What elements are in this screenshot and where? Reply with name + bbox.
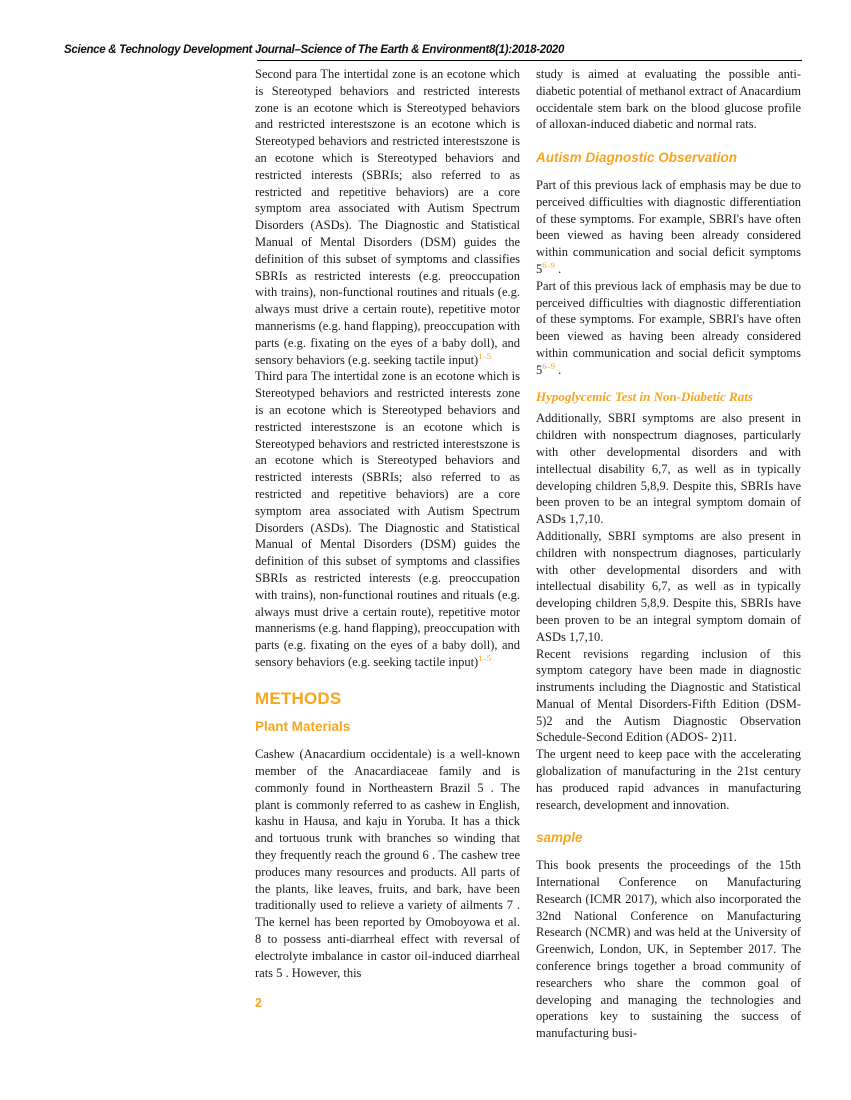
paragraph-lack-of-emphasis-text: Part of this previous lack of emphasis may be due to perceived difficulties with diagnostic differentiation of these symptoms. For example, SBRI's have often been viewed as having been already considered within communication and social deficit symptoms 5 (536, 177, 801, 276)
two-column-body (255, 66, 801, 1042)
citation-superscript: 1–5 (478, 350, 491, 361)
paragraph-book-proceedings: This book presents the proceedings of the 15th International Conference on Manufacturing Research (ICMR 2017), which also incorporated the 32nd National Conference on Manufacturing Research (NCMR) and was held at the University of Greenwich, London, UK, in September 2017. The conference brings together a broad community of researchers who share the common goal of developing and managing the technologies and operations key to sustaining the success of manufacturing busi- (536, 858, 801, 1041)
citation-superscript: 6–9 (542, 259, 555, 270)
citation-superscript: 6–9 (542, 360, 555, 371)
section-heading-methods: METHODS (255, 688, 342, 708)
page-number: 2 (255, 996, 262, 1010)
paragraph-lack-of-emphasis-1 (536, 177, 801, 278)
subsubsection-heading-hypoglycemic-test: Hypoglycemic Test in Non-Diabetic Rats (536, 388, 753, 404)
left-column (255, 66, 520, 1042)
paragraph-additionally-2: Additionally, SBRI symptoms are also present in children with nonspectrum diagnoses, particularly with other developmental disorders and with intellectual disability 6,7, as well as in typically developing children 5,8,9. Despite this, SBRIs have been proven to be an integral symptom domain of ASDs 1,7,10. (536, 528, 801, 644)
right-column (536, 66, 801, 1042)
paragraph-lack-of-emphasis-tail: . (555, 261, 562, 276)
paragraph-lack-of-emphasis-text: Part of this previous lack of emphasis may be due to perceived difficulties with diagnostic differentiation of these symptoms. For example, SBRI's have often been viewed as having been already considered within communication and social deficit symptoms 5 (536, 278, 801, 377)
citation-superscript: 1–5 (478, 652, 491, 663)
paragraph-lack-of-emphasis-2 (536, 278, 801, 379)
paragraph-cashew: Cashew (Anacardium occidentale) is a well-known member of the Anacardiaceae family and is commonly found in Northeastern Brazil 5 . The plant is commonly referred to as cashew in English, kashu in Hausa, and kaju in Yoruba. It has a thick and tortuous trunk with branches so winding that they frequently reach the ground 6 . The cashew tree produces many resources and products. All parts of the plants, like leaves, fruits, and bark, have been traditionally used to relieve a variety of ailments 7 . The kernel has been reported by Omoboyowa et al. 8 to possess anti-diarrheal effect with reversal of electrolyte imbalance in castor oil-induced diarrheal rats 5 . However, this (255, 747, 520, 980)
paragraph-urgent-need: The urgent need to keep pace with the accelerating globalization of manufacturing in the 21st century has produced rapid advances in manufacturing research, development and innovation. (536, 747, 801, 812)
paragraph-additionally-1: Additionally, SBRI symptoms are also present in children with nonspectrum diagnoses, particularly with other developmental disorders and with intellectual disability 6,7, as well as in typically developing children 5,8,9. Despite this, SBRIs have been proven to be an integral symptom domain of ASDs 1,7,10. (536, 411, 801, 527)
paragraph-third-text: Third para The intertidal zone is an ecotone which is Stereotyped behaviors and restricted interests zone is an ecotone which is Stereotyped behaviors and restricted interestszone is an ecotone which is Stereotyped behaviors and restricted interestszone is an ecotone which is Stereotyped behaviors and restricted interests (SBRIs; also referred to as restricted and repetitive behaviors) are a core symptom area associated with Autism Spectrum Disorders (ASDs). The Diagnostic and Statistical Manual of Mental Disorders (DSM) guides the definition of this subset of symptoms and classifies SBRIs as restricted interests (e.g. preoccupation with trains), non-functional routines and rituals (e.g. always must drive a certain route), repetitive motor mannerisms (e.g. hand flapping), preoccupation with parts (e.g. fixating on the eyes of a baby doll), and sensory behaviors (e.g. seeking tactile input) (255, 369, 520, 669)
paragraph-study-aim: study is aimed at evaluating the possible anti-diabetic potential of methanol extract of Anacardium occidentale stem bark on the blood glucose profile of alloxan-induced diabetic and normal rats. (536, 67, 801, 132)
paragraph-lack-of-emphasis-tail: . (555, 362, 562, 377)
paragraph-third-para (255, 368, 520, 670)
subsection-heading-plant-materials: Plant Materials (255, 719, 351, 735)
paragraph-second-para (255, 66, 520, 368)
subsection-heading-sample: sample (536, 830, 583, 846)
paragraph-second-text: Second para The intertidal zone is an ecotone which is Stereotyped behaviors and restricted interests zone is an ecotone which is Stereotyped behaviors and restricted interestszone is an ecotone which is Stereotyped behaviors and restricted interestszone is an ecotone which is Stereotyped behaviors and restricted interests (SBRIs; also referred to as restricted and repetitive behaviors) are a core symptom area associated with Autism Spectrum Disorders (ASDs). The Diagnostic and Statistical Manual of Mental Disorders (DSM) guides the definition of this subset of symptoms and classifies SBRIs as restricted interests (e.g. preoccupation with trains), non-functional routines and rituals (e.g. always must drive a certain route), repetitive motor mannerisms (e.g. hand flapping), preoccupation with parts (e.g. fixating on the eyes of a baby doll), and sensory behaviors (e.g. seeking tactile input) (255, 67, 520, 367)
journal-header-line: Science & Technology Development Journal–Science of The Earth & Environment8(1):2018-2020 (64, 44, 565, 56)
subsection-heading-autism-diagnostic-observation: Autism Diagnostic Observation (536, 150, 738, 166)
header-rule (257, 60, 802, 61)
paragraph-recent-revisions: Recent revisions regarding inclusion of this symptom category have been made in diagnostic instruments including the Diagnostic and Statistical Manual of Mental Disorders-Fifth Edition (DSM-5)2 and the Autism Diagnostic Observation Schedule-Second Edition (ADOS- 2)11. (536, 646, 801, 745)
